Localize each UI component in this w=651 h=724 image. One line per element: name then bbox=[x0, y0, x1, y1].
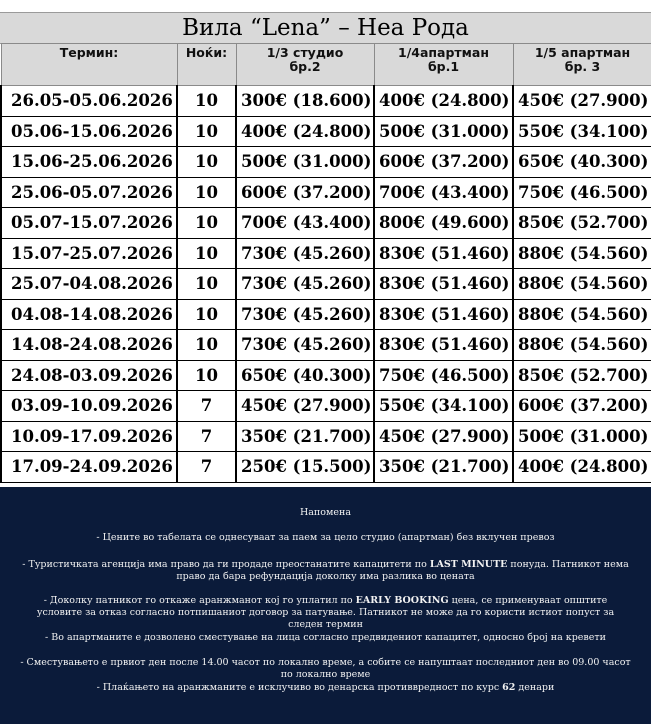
period-cell: 03.09-10.09.2026 bbox=[1, 391, 177, 422]
notes-heading: Напомена bbox=[299, 507, 351, 518]
table-row bbox=[1, 269, 651, 300]
nights-cell: 7 bbox=[177, 452, 236, 483]
period-cell: 24.08-03.09.2026 bbox=[1, 360, 177, 391]
note-item: - Сместувањето е првиот ден после 14.00 часот по локално време, а собите се напуштаат последниот ден во 09.00 часот по локално време bbox=[20, 657, 631, 680]
table-row bbox=[1, 299, 651, 330]
studio-price-cell: 730€ (45.260) bbox=[236, 299, 374, 330]
period-cell: 17.09-24.09.2026 bbox=[1, 452, 177, 483]
period-cell: 15.06-25.06.2026 bbox=[1, 147, 177, 178]
apartment-4-price-cell: 500€ (31.000) bbox=[374, 116, 513, 147]
table-row bbox=[1, 177, 651, 208]
note-item: - Туристичката агенција има право да ги продаде преостанатите капацитети по LAST MINUTE понуда. Патникот нема право да бара рефундација доколку има разлика во цената bbox=[22, 559, 629, 582]
apartment-5-price-cell: 450€ (27.900) bbox=[513, 86, 651, 117]
period-cell: 05.07-15.07.2026 bbox=[1, 208, 177, 239]
period-cell: 25.07-04.08.2026 bbox=[1, 269, 177, 300]
column-header-period: Термин: bbox=[1, 44, 177, 86]
apartment-5-price-cell: 500€ (31.000) bbox=[513, 421, 651, 452]
note-item: - Доколку патникот го откаже аранжманот кој го уплатил по EARLY BOOKING цена, се применуваат општите условите за отказ согласно потпишаниот договор за патување. Патникот не може да го користи истиот попуст за следен термин bbox=[36, 595, 615, 630]
note-item: - Во апартманите е дозволено сместување на лица согласно предвидениот капацитет, односно број на кревети bbox=[45, 632, 606, 643]
studio-price-cell: 300€ (18.600) bbox=[236, 86, 374, 117]
apartment-5-price-cell: 880€ (54.560) bbox=[513, 330, 651, 361]
note-item: - Плаќањето на аранжманите е исклучиво во денарска противвредност по курс 62 денари bbox=[96, 682, 555, 693]
apartment-4-price-cell: 550€ (34.100) bbox=[374, 391, 513, 422]
studio-price-cell: 400€ (24.800) bbox=[236, 116, 374, 147]
studio-price-cell: 600€ (37.200) bbox=[236, 177, 374, 208]
apartment-5-price-cell: 750€ (46.500) bbox=[513, 177, 651, 208]
period-cell: 26.05-05.06.2026 bbox=[1, 86, 177, 117]
column-header-nights: Ноќи: bbox=[177, 44, 236, 86]
period-cell: 15.07-25.07.2026 bbox=[1, 238, 177, 269]
table-row bbox=[1, 360, 651, 391]
column-header-apartment-4: 1/4апартман бр.1 bbox=[374, 44, 513, 86]
nights-cell: 10 bbox=[177, 238, 236, 269]
studio-price-cell: 700€ (43.400) bbox=[236, 208, 374, 239]
apartment-4-price-cell: 700€ (43.400) bbox=[374, 177, 513, 208]
apartment-5-price-cell: 650€ (40.300) bbox=[513, 147, 651, 178]
nights-cell: 10 bbox=[177, 360, 236, 391]
apartment-4-price-cell: 830€ (51.460) bbox=[374, 269, 513, 300]
table-row bbox=[1, 86, 651, 117]
studio-price-cell: 730€ (45.260) bbox=[236, 330, 374, 361]
table-row bbox=[1, 452, 651, 483]
note-item: - Цените во табелата се однесуваат за паем за цело студио (апартман) без вклучен превоз bbox=[96, 532, 555, 543]
studio-price-cell: 500€ (31.000) bbox=[236, 147, 374, 178]
apartment-4-price-cell: 450€ (27.900) bbox=[374, 421, 513, 452]
apartment-4-price-cell: 750€ (46.500) bbox=[374, 360, 513, 391]
apartment-4-price-cell: 830€ (51.460) bbox=[374, 299, 513, 330]
apartment-5-price-cell: 880€ (54.560) bbox=[513, 299, 651, 330]
studio-price-cell: 350€ (21.700) bbox=[236, 421, 374, 452]
apartment-5-price-cell: 600€ (37.200) bbox=[513, 391, 651, 422]
apartment-5-price-cell: 550€ (34.100) bbox=[513, 116, 651, 147]
price-table bbox=[0, 43, 651, 483]
apartment-4-price-cell: 800€ (49.600) bbox=[374, 208, 513, 239]
period-cell: 25.06-05.07.2026 bbox=[1, 177, 177, 208]
apartment-4-price-cell: 830€ (51.460) bbox=[374, 330, 513, 361]
period-cell: 05.06-15.06.2026 bbox=[1, 116, 177, 147]
nights-cell: 10 bbox=[177, 299, 236, 330]
apartment-4-price-cell: 350€ (21.700) bbox=[374, 452, 513, 483]
apartment-4-price-cell: 600€ (37.200) bbox=[374, 147, 513, 178]
studio-price-cell: 730€ (45.260) bbox=[236, 269, 374, 300]
column-header-apartment-5: 1/5 апартман бр. 3 bbox=[513, 44, 651, 86]
nights-cell: 10 bbox=[177, 116, 236, 147]
period-cell: 04.08-14.08.2026 bbox=[1, 299, 177, 330]
studio-price-cell: 650€ (40.300) bbox=[236, 360, 374, 391]
nights-cell: 7 bbox=[177, 391, 236, 422]
period-cell: 14.08-24.08.2026 bbox=[1, 330, 177, 361]
notes-panel bbox=[0, 487, 651, 724]
table-row bbox=[1, 330, 651, 361]
studio-price-cell: 730€ (45.260) bbox=[236, 238, 374, 269]
period-cell: 10.09-17.09.2026 bbox=[1, 421, 177, 452]
nights-cell: 10 bbox=[177, 269, 236, 300]
studio-price-cell: 250€ (15.500) bbox=[236, 452, 374, 483]
table-row bbox=[1, 238, 651, 269]
apartment-5-price-cell: 850€ (52.700) bbox=[513, 208, 651, 239]
apartment-5-price-cell: 880€ (54.560) bbox=[513, 269, 651, 300]
table-row bbox=[1, 116, 651, 147]
table-row bbox=[1, 391, 651, 422]
studio-price-cell: 450€ (27.900) bbox=[236, 391, 374, 422]
apartment-5-price-cell: 400€ (24.800) bbox=[513, 452, 651, 483]
apartment-5-price-cell: 880€ (54.560) bbox=[513, 238, 651, 269]
table-header-row bbox=[1, 44, 651, 86]
table-row bbox=[1, 421, 651, 452]
apartment-5-price-cell: 850€ (52.700) bbox=[513, 360, 651, 391]
nights-cell: 7 bbox=[177, 421, 236, 452]
nights-cell: 10 bbox=[177, 208, 236, 239]
apartment-4-price-cell: 830€ (51.460) bbox=[374, 238, 513, 269]
page-title: Вила “Lena” – Неа Рода bbox=[0, 12, 651, 44]
table-row bbox=[1, 208, 651, 239]
nights-cell: 10 bbox=[177, 86, 236, 117]
nights-cell: 10 bbox=[177, 330, 236, 361]
table-row bbox=[1, 147, 651, 178]
nights-cell: 10 bbox=[177, 177, 236, 208]
nights-cell: 10 bbox=[177, 147, 236, 178]
apartment-4-price-cell: 400€ (24.800) bbox=[374, 86, 513, 117]
column-header-studio: 1/3 студио бр.2 bbox=[236, 44, 374, 86]
